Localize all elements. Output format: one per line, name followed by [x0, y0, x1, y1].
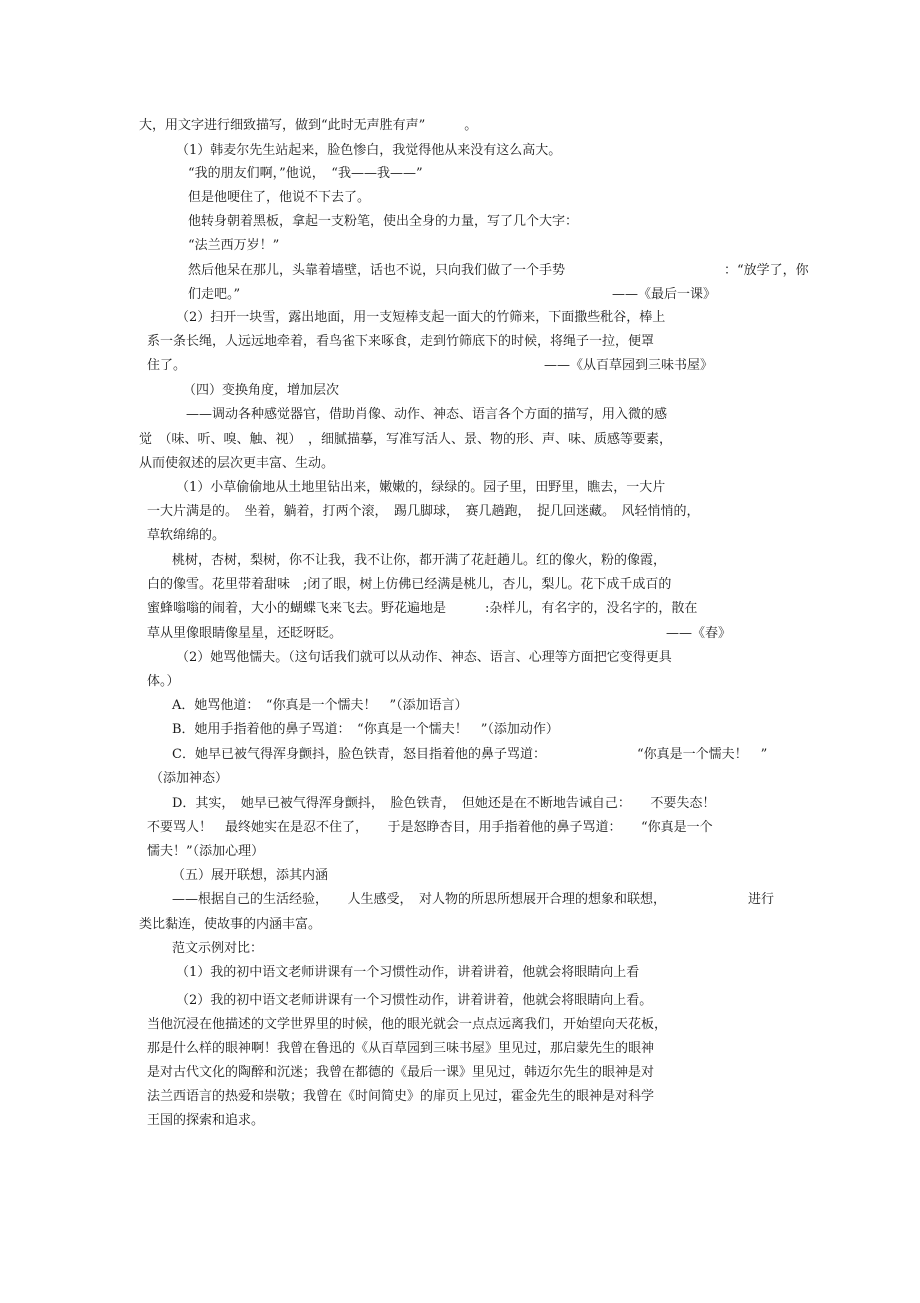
text-line: 不要骂人！ 最终她实在是忍不住了， 于是怒睁杏目，用手指着他的鼻子骂道： “你真是一个 [147, 820, 713, 835]
text-line: ：“放学了，你 [724, 263, 809, 278]
text-line: ——调动各种感觉器官，借助肖像、动作、神态、语言各个方面的描写，用入微的感 [186, 407, 668, 422]
text-line: 进行 [748, 892, 775, 907]
text-line: 草软绵绵的。 [147, 528, 226, 543]
text-line: （1）韩麦尔先生站起来，脸色惨白，我觉得他从来没有这么高大。 [176, 143, 562, 158]
text-line: 蜜蜂嗡嗡的闹着，大小的蝴蝶飞来飞去。野花遍地是 :杂样儿，有名字的，没名字的，散在 [147, 601, 698, 616]
text-line: 王国的探索和追求。 [147, 1113, 265, 1128]
text-line: 那是什么样的眼神啊！我曾在鲁迅的《从百草园到三味书屋》里见过，那启蒙先生的眼神 [147, 1041, 655, 1056]
text-line: 大，用文字进行细致描写，做到“此时无声胜有声” 。 [139, 118, 478, 133]
text-line: （2）她骂他懦夫。（这句话我们就可以从动作、神态、语言、心理等方面把它变得更具 [176, 650, 672, 665]
text-line: ——根据自己的生活经验， 人生感受， 对人物的所思所想展开合理的想象和联想， [172, 892, 667, 907]
text-line: 法兰西语言的热爱和崇敬；我曾在《时间简史》的扉页上见过，霍金先生的眼神是对科学 [147, 1089, 655, 1104]
text-line: 从而使叙述的层次更丰富、生动。 [139, 456, 335, 471]
text-line: （2）我的初中语文老师讲课有一个习惯性动作，讲着讲着，他就会将眼睛向上看。 [176, 993, 653, 1008]
option-b: B．她用手指着他的鼻子骂道： “你真是一个懦夫！ ”（添加动作） [172, 722, 559, 737]
option-d: D．其实， 她早已被气得浑身颤抖， 脸色铁青， 但她还是在不断地告诫自己： 不要失态！ [172, 796, 716, 811]
text-line: 类比黏连，使故事的内涵丰富。 [139, 917, 322, 932]
text-line: 系一条长绳，人远远地牵着，看鸟雀下来啄食，走到竹筛底下的时候，将绳子一拉，便罩 [147, 334, 655, 349]
text-line: “法兰西万岁！” [188, 238, 280, 253]
section-heading: （五）展开联想，添其内涵 [172, 868, 329, 883]
text-line: “你真是一个懦夫！ ” [637, 747, 768, 762]
text-line: 草从里像眼睛像星星，还眨呀眨。 [147, 626, 343, 641]
text-line: （1）小草偷偷地从土地里钻出来，嫩嫩的，绿绿的。园子里，田野里，瞧去，一大片 [176, 480, 666, 495]
text-line: 当他沉浸在他描述的文学世界里的时候，他的眼光就会一点点远离我们，开始望向天花板， [147, 1017, 668, 1032]
option-a: A．她骂他道： “你真是一个懦夫！ ”（添加语言） [172, 698, 468, 713]
text-line: （2）扫开一块雪，露出地面，用一支短棒支起一面大的竹筛来，下面撒些秕谷，棒上 [176, 310, 666, 325]
text-line: 们走吧。” [188, 287, 241, 302]
text-line: （1）我的初中语文老师讲课有一个习惯性动作，讲着讲着，他就会将眼睛向上看 [176, 965, 640, 980]
text-line: 然后他呆在那儿，头靠着墙壁，话也不说，只向我们做了一个手势 [188, 263, 566, 278]
source-citation: ——《最后一课》 [612, 287, 717, 302]
text-line: “我的朋友们啊，”他说， “我——我——” [188, 166, 423, 181]
text-line: 觉 （味、听、嗅、触、视） ，细腻描摹，写准写活人、景、物的形、声、味、质感等要素， [139, 432, 673, 447]
section-heading: （四）变换角度，增加层次 [183, 383, 340, 398]
text-line: 懦夫！”（添加心理） [147, 844, 265, 859]
source-citation: ——《从百草园到三味书屋》 [544, 358, 714, 373]
text-line: 体。） [147, 674, 180, 689]
text-line: 桃树，杏树，梨树，你不让我，我不让你，都开满了花赶趟儿。红的像火，粉的像霞， [172, 553, 667, 568]
source-citation: ——《春》 [666, 626, 732, 641]
text-line: 他转身朝着黑板，拿起一支粉笔，使出全身的力量，写了几个大字： [188, 214, 579, 229]
text-line: 住了。 [147, 358, 187, 373]
text-line: 是对古代文化的陶醉和沉迷；我曾在都德的《最后一课》里见过，韩迈尔先生的眼神是对 [147, 1065, 655, 1080]
text-line: 白的像雪。花里带着甜味 ;闭了眼，树上仿佛已经满是桃儿，杏儿，梨儿。花下成千成百的 [147, 577, 672, 592]
text-line: 一大片满是的。 坐着，躺着，打两个滚， 踢几脚球， 赛几趟跑， 捉几回迷藏。 风轻悄悄的， [147, 504, 700, 519]
option-c: C．她早已被气得浑身颤抖，脸色铁青，怒目指着他的鼻子骂道： [172, 747, 546, 762]
text-line: 但是他哽住了，他说不下去了。 [188, 190, 371, 205]
text-line: 范文示例对比： [172, 941, 264, 956]
text-line: （添加神态） [150, 771, 229, 786]
